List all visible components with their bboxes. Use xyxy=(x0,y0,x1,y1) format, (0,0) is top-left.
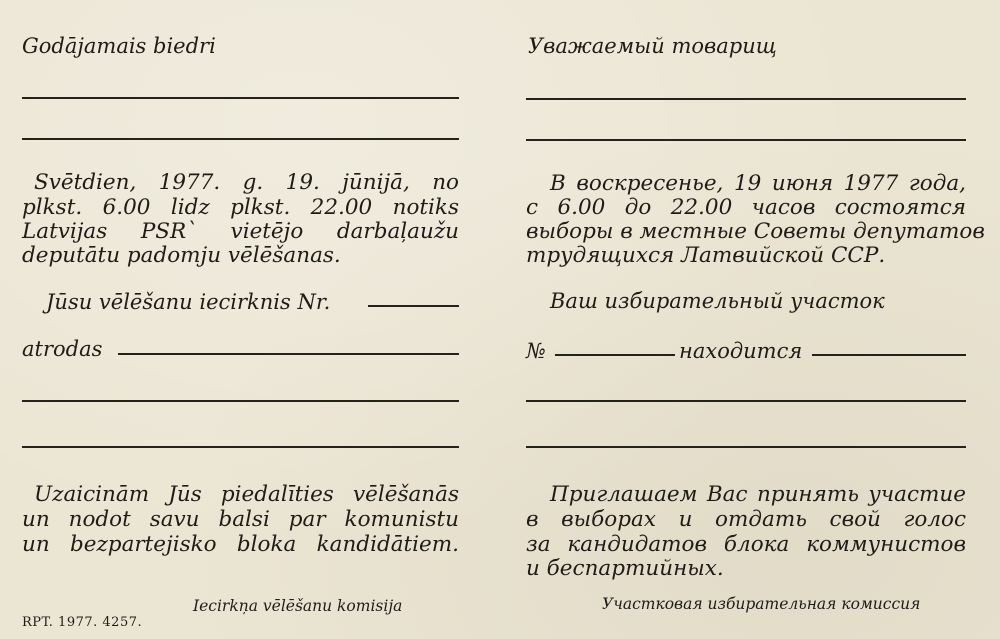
latvian-invitation-line-2: un nodot savu balsi par komunistu xyxy=(22,507,459,532)
latvian-address-line-3 xyxy=(22,446,459,448)
russian-announcement-line-1: В воскресенье, 19 июня 1977 года, xyxy=(550,171,966,196)
print-code: RPT. 1977. 4257. xyxy=(22,615,143,630)
russian-announcement-line-2: с 6.00 до 22.00 часов состоятся xyxy=(526,195,966,220)
latvian-announcement-line-4: deputātu padomju vēlēšanas. xyxy=(22,243,341,268)
ru-address-line-1 xyxy=(812,354,966,356)
russian-located-label: находится xyxy=(679,339,803,363)
russian-salutation: Уважаемый товарищ xyxy=(528,34,777,58)
ru-name-line-2 xyxy=(526,139,966,141)
latvian-invitation-line-3: un bezpartejisko bloka kandidātiem. xyxy=(22,532,459,557)
latvian-salutation: Godājamais biedri xyxy=(22,34,216,58)
latvian-precinct-label: Jūsu vēlēšanu iecirknis Nr. xyxy=(46,290,331,314)
russian-announcement-line-3: выборы в местные Советы депутатов xyxy=(526,219,985,244)
latvian-signature: Iecirkņa vēlēšanu komisija xyxy=(193,597,403,615)
precinct-number-line xyxy=(368,305,459,307)
latvian-address-line-2 xyxy=(22,400,459,402)
latvian-invitation-line-1: Uzaicinām Jūs piedalīties vēlēšanās xyxy=(34,482,459,507)
latvian-announcement-line-2: plkst. 6.00 lidz plkst. 22.00 notiks xyxy=(22,195,459,220)
latvian-announcement-line-3: Latvijas PSR` vietējo darbaļaužu xyxy=(22,219,459,244)
ru-precinct-number-line xyxy=(555,354,675,356)
russian-invitation-line-3: за кандидатов блока коммунистов xyxy=(526,532,966,557)
ru-address-line-3 xyxy=(526,446,966,448)
ru-address-line-2 xyxy=(526,400,966,402)
ru-name-line-1 xyxy=(526,98,966,100)
russian-signature: Участковая избирательная комиссия xyxy=(602,595,921,613)
latvian-announcement-line-1: Svētdien, 1977. g. 19. jūnijā, no xyxy=(34,170,459,195)
russian-announcement-line-4: трудящихся Латвийской ССР. xyxy=(526,243,886,268)
latvian-address-line-1 xyxy=(118,353,459,355)
russian-invitation-line-1: Приглашаем Вас принять участие xyxy=(550,482,966,507)
russian-precinct-label: Ваш избирательный участок xyxy=(550,289,885,313)
russian-invitation-line-2: в выборах и отдать свой голос xyxy=(526,507,966,532)
name-line-2 xyxy=(22,138,459,140)
russian-invitation-line-4: и беспартийных. xyxy=(526,556,724,581)
name-line-1 xyxy=(22,97,459,99)
latvian-located-label: atrodas xyxy=(22,337,103,361)
russian-column xyxy=(500,0,1000,639)
number-sign: № xyxy=(526,339,546,363)
